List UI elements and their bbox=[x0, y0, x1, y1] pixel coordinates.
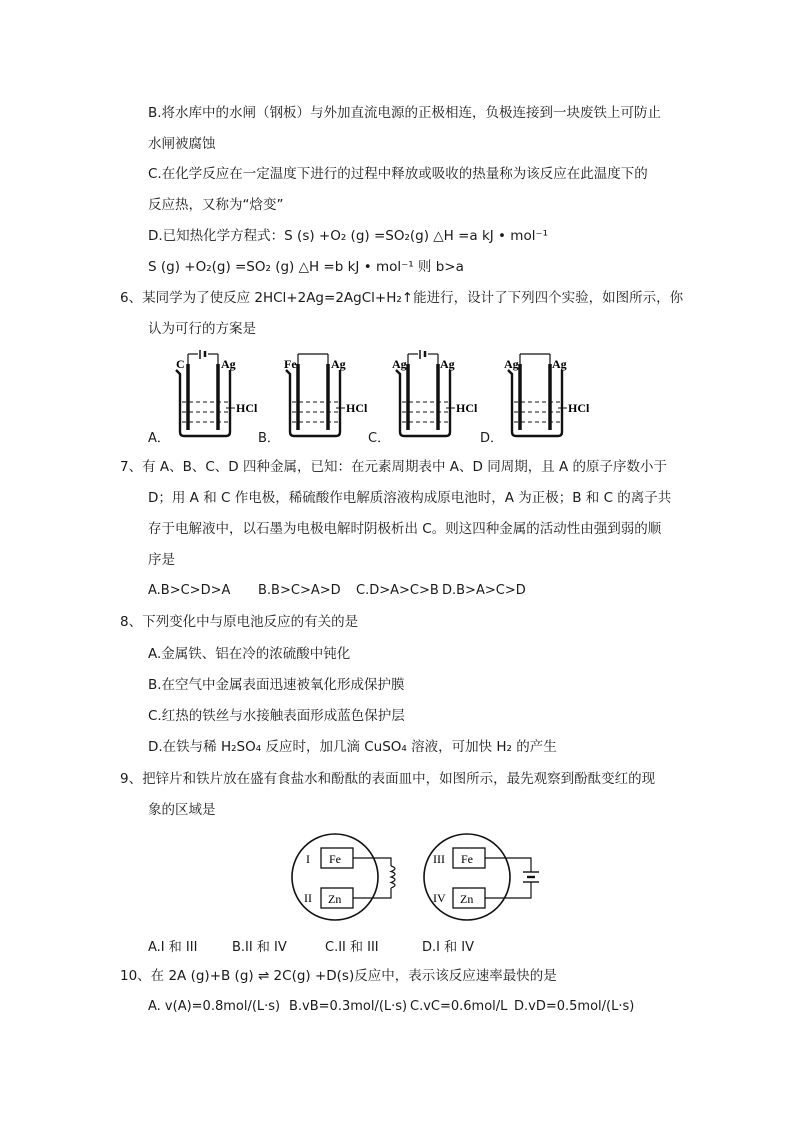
beaker-b bbox=[284, 354, 368, 436]
q10-option-b[interactable]: B.vB=0.3mol/(L·s) bbox=[289, 999, 408, 1014]
q8-option-d[interactable]: D.在铁与稀 H₂SO₄ 反应时，加几滴 CuSO₄ 溶液，可加快 H₂ 的产生 bbox=[148, 739, 557, 755]
q9-stem-line1: 9、把锌片和铁片放在盛有食盐水和酚酞的表面皿中，如图所示，最先观察到酚酞变红的现 bbox=[120, 771, 656, 787]
beaker-d-right-electrode-label: Ag bbox=[552, 357, 567, 371]
left-dish-fe-label: Fe bbox=[329, 852, 341, 866]
q5-option-d-line1: D.已知热化学方程式：S (s) +O₂ (g) =SO₂(g) △H =a kJ • mol⁻¹ bbox=[148, 228, 548, 244]
beaker-b-hcl-label: HCl bbox=[346, 401, 368, 415]
q9-option-b[interactable]: B.II 和 IV bbox=[232, 940, 287, 955]
q9-dishes-figure bbox=[285, 832, 555, 922]
q7-option-a[interactable]: A.B>C>D>A bbox=[148, 583, 231, 598]
q8-option-a[interactable]: A.金属铁、铝在冷的浓硫酸中钝化 bbox=[148, 646, 351, 662]
beaker-c-right-electrode-label: Ag bbox=[440, 357, 455, 371]
q7-option-c[interactable]: C.D>A>C>B bbox=[356, 583, 439, 598]
q6-option-a[interactable]: A． bbox=[148, 431, 170, 446]
beaker-a bbox=[176, 350, 258, 436]
beaker-d-hcl-label: HCl bbox=[568, 401, 590, 415]
q9-option-d[interactable]: D.I 和 IV bbox=[422, 940, 474, 955]
q7-option-b[interactable]: B.B>C>A>D bbox=[258, 583, 341, 598]
q6-stem-line1: 6、某同学为了使反应 2HCl+2Ag=2AgCl+H₂↑能进行，设计了下列四个实验，如图所示，你 bbox=[120, 290, 684, 306]
q8-option-c[interactable]: C.红热的铁丝与水接触表面形成蓝色保护层 bbox=[148, 708, 405, 724]
q5-option-c-line1: C.在化学反应在一定温度下进行的过程中释放或吸收的热量称为该反应在此温度下的 bbox=[148, 166, 648, 182]
q7-stem-line3: 存于电解液中，以石墨为电极电解时阴极析出 C。则这四种金属的活动性由强到弱的顺 bbox=[148, 521, 662, 537]
beaker-c bbox=[392, 350, 478, 436]
beaker-d bbox=[504, 354, 590, 436]
beaker-b-left-electrode-label: Fe bbox=[284, 357, 297, 371]
q6-option-b[interactable]: B． bbox=[258, 431, 280, 446]
left-dish-zn-label: Zn bbox=[328, 892, 342, 906]
region-iii-label: III bbox=[433, 852, 445, 866]
q6-option-c[interactable]: C． bbox=[368, 431, 391, 446]
right-dish-zn-label: Zn bbox=[460, 892, 474, 906]
q8-stem: 8、下列变化中与原电池反应的有关的是 bbox=[120, 614, 359, 630]
left-dish bbox=[292, 834, 395, 920]
q5-option-b-line2: 水闸被腐蚀 bbox=[148, 136, 216, 152]
q5-option-d-line2: S (g) +O₂(g) =SO₂ (g) △H =b kJ • mol⁻¹ 则 b>a bbox=[148, 259, 464, 275]
right-dish-fe-label: Fe bbox=[461, 852, 473, 866]
q10-option-d[interactable]: D.vD=0.5mol/(L·s) bbox=[514, 999, 635, 1014]
region-ii-label: II bbox=[304, 891, 312, 905]
beaker-d-left-electrode-label: Ag bbox=[504, 357, 519, 371]
q10-option-a[interactable]: A. v(A)=0.8mol/(L·s) bbox=[148, 999, 281, 1014]
q7-stem-line1: 7、有 A、B、C、D 四种金属，已知：在元素周期表中 A、D 同周期，且 A 的原子序数小于 bbox=[120, 459, 668, 475]
q10-stem: 10、在 2A (g)+B (g) ⇌ 2C(g) +D(s)反应中，表示该反应速率最快的是 bbox=[120, 968, 557, 984]
beaker-a-right-electrode-label: Ag bbox=[221, 357, 236, 371]
region-i-label: I bbox=[306, 852, 310, 866]
q9-option-a[interactable]: A.I 和 III bbox=[148, 940, 198, 955]
q8-option-b[interactable]: B.在空气中金属表面迅速被氧化形成保护膜 bbox=[148, 677, 405, 693]
beaker-c-hcl-label: HCl bbox=[456, 401, 478, 415]
q5-option-c-line2: 反应热，又称为“焓变” bbox=[148, 197, 284, 213]
beaker-a-hcl-label: HCl bbox=[236, 401, 258, 415]
q7-stem-line2: D；用 A 和 C 作电极，稀硫酸作电解质溶液构成原电池时，A 为正极；B 和 C 的离子共 bbox=[148, 490, 672, 506]
q5-option-b-line1: B.将水库中的水闸（钢板）与外加直流电源的正极相连，负极连接到一块废铁上可防止 bbox=[148, 105, 662, 121]
q10-option-c[interactable]: C.vC=0.6mol/L bbox=[410, 999, 508, 1014]
beaker-a-left-electrode-label: C bbox=[176, 357, 185, 371]
beaker-b-right-electrode-label: Ag bbox=[331, 357, 346, 371]
q9-stem-line2: 象的区域是 bbox=[148, 802, 216, 818]
q7-stem-line4: 序是 bbox=[148, 552, 175, 568]
coil-icon bbox=[391, 866, 395, 888]
right-dish bbox=[424, 834, 539, 920]
region-iv-label: IV bbox=[433, 891, 446, 905]
q6-option-d[interactable]: D． bbox=[480, 431, 504, 446]
beaker-c-left-electrode-label: Ag bbox=[392, 357, 407, 371]
q7-option-d[interactable]: D.B>A>C>D bbox=[442, 583, 526, 598]
q9-option-c[interactable]: C.II 和 III bbox=[325, 940, 379, 955]
q6-stem-line2: 认为可行的方案是 bbox=[148, 321, 256, 337]
